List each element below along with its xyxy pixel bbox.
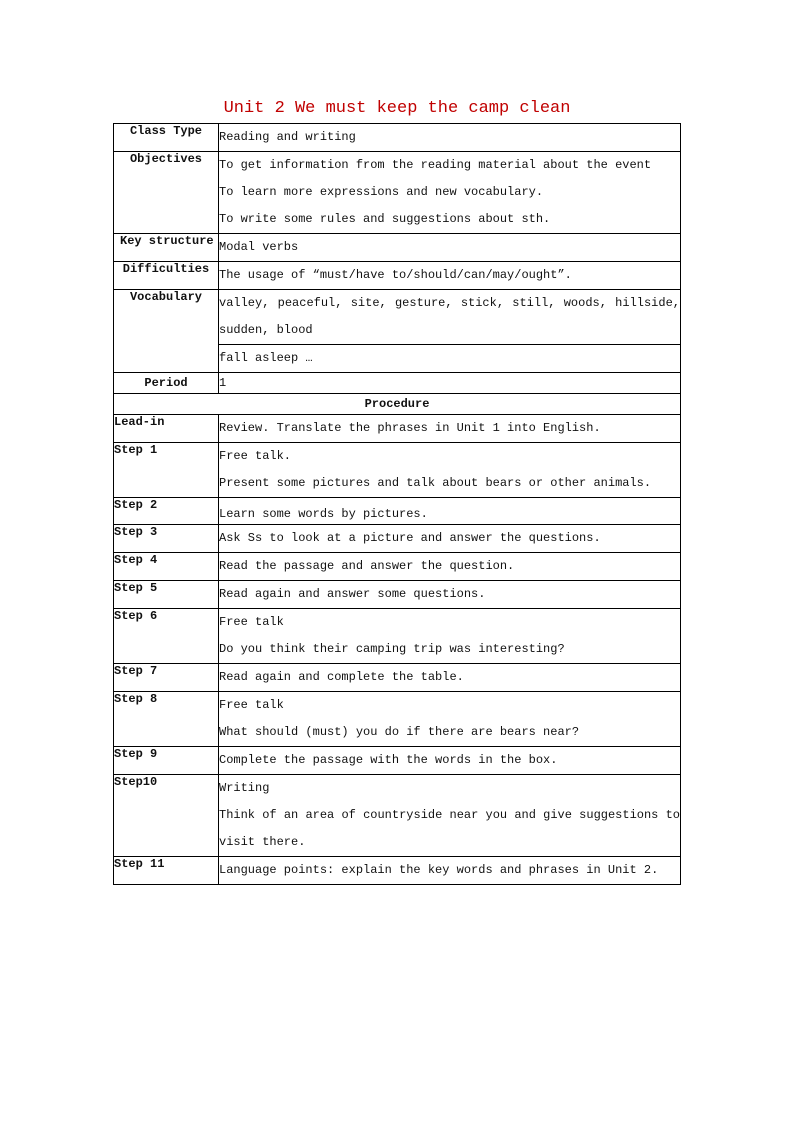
step-content — [219, 581, 681, 609]
vocabulary-words-cell — [219, 290, 681, 345]
objectives-row — [114, 152, 681, 234]
step-content — [219, 857, 681, 885]
objective-item: To write some rules and suggestions about sth. — [219, 212, 551, 226]
step-row — [114, 747, 681, 775]
key-structure-label: Key structure — [114, 234, 219, 262]
step-text: Present some pictures and talk about bears or other animals. — [219, 476, 652, 490]
step-text: Ask Ss to look at a picture and answer the questions. — [219, 531, 601, 545]
step-row — [114, 857, 681, 885]
step-label: Step 1 — [114, 443, 219, 498]
step-label: Step 3 — [114, 525, 219, 553]
class-type-label: Class Type — [114, 124, 219, 152]
objective-item: To learn more expressions and new vocabulary. — [219, 185, 544, 199]
procedure-header: Procedure — [114, 394, 681, 415]
key-structure-value-cell — [219, 234, 681, 262]
lead-in-row — [114, 415, 681, 443]
step-row — [114, 775, 681, 857]
page-title: Unit 2 We must keep the camp clean — [223, 99, 571, 118]
step-text: Do you think their camping trip was interesting? — [219, 642, 565, 656]
step-text: Free talk — [219, 615, 284, 629]
step-text: Read again and answer some questions. — [219, 587, 486, 601]
step-label: Step 7 — [114, 664, 219, 692]
lead-in-text: Review. Translate the phrases in Unit 1 into English. — [219, 421, 601, 435]
class-type-row — [114, 124, 681, 152]
step-text: Read the passage and answer the question. — [219, 559, 515, 573]
step-row — [114, 609, 681, 664]
step-content — [219, 775, 681, 857]
step-row — [114, 664, 681, 692]
step-text: Complete the passage with the words in the box. — [219, 753, 558, 767]
step-label: Step 5 — [114, 581, 219, 609]
step-content — [219, 664, 681, 692]
period-label: Period — [114, 373, 219, 394]
step-content — [219, 692, 681, 747]
lead-in-cell — [219, 415, 681, 443]
step-row — [114, 692, 681, 747]
difficulties-label: Difficulties — [114, 262, 219, 290]
step-label: Step 2 — [114, 498, 219, 525]
objectives-value-cell — [219, 152, 681, 234]
vocabulary-words-line: sudden, blood — [219, 323, 313, 337]
key-structure-value: Modal verbs — [219, 240, 299, 254]
vocabulary-label: Vocabulary — [114, 290, 219, 373]
step-text: Read again and complete the table. — [219, 670, 464, 684]
step-row — [114, 525, 681, 553]
step-text: Free talk — [219, 698, 284, 712]
class-type-value-cell — [219, 124, 681, 152]
step-content — [219, 525, 681, 553]
step-content — [219, 443, 681, 498]
step-row — [114, 498, 681, 525]
step-content — [219, 747, 681, 775]
difficulties-value: The usage of “must/have to/should/can/may/ought”. — [219, 268, 572, 282]
step-text: Language points: explain the key words and phrases in Unit 2. — [219, 863, 659, 877]
step-text: Free talk. — [219, 449, 292, 463]
step-label: Step 8 — [114, 692, 219, 747]
step-label: Step 6 — [114, 609, 219, 664]
step-label: Step 11 — [114, 857, 219, 885]
step-text: visit there. — [219, 835, 306, 849]
vocabulary-phrase: fall asleep … — [219, 351, 313, 365]
step-row — [114, 553, 681, 581]
step-label: Step 4 — [114, 553, 219, 581]
step-content — [219, 553, 681, 581]
step-text: Learn some words by pictures. — [219, 507, 428, 521]
vocabulary-phrase-cell — [219, 345, 681, 373]
lesson-plan-table — [113, 123, 681, 885]
difficulties-value-cell — [219, 262, 681, 290]
period-value: 1 — [219, 373, 681, 394]
step-content — [219, 609, 681, 664]
difficulties-row — [114, 262, 681, 290]
step-text: Writing — [219, 781, 270, 795]
step-row — [114, 443, 681, 498]
step-row — [114, 581, 681, 609]
step-text: Think of an area of countryside near you and give suggestions to — [219, 808, 680, 822]
period-row — [114, 373, 681, 394]
objectives-label: Objectives — [114, 152, 219, 234]
step-label: Step 9 — [114, 747, 219, 775]
step-label: Step10 — [114, 775, 219, 857]
lead-in-label: Lead-in — [114, 415, 219, 443]
procedure-header-row — [114, 394, 681, 415]
vocabulary-words-line: valley, peaceful, site, gesture, stick, still, woods, hillside, — [219, 296, 680, 310]
objective-item: To get information from the reading material about the event — [219, 158, 652, 172]
step-content — [219, 498, 681, 525]
class-type-value: Reading and writing — [219, 130, 356, 144]
key-structure-row — [114, 234, 681, 262]
vocabulary-row — [114, 290, 681, 345]
step-text: What should (must) you do if there are bears near? — [219, 725, 580, 739]
